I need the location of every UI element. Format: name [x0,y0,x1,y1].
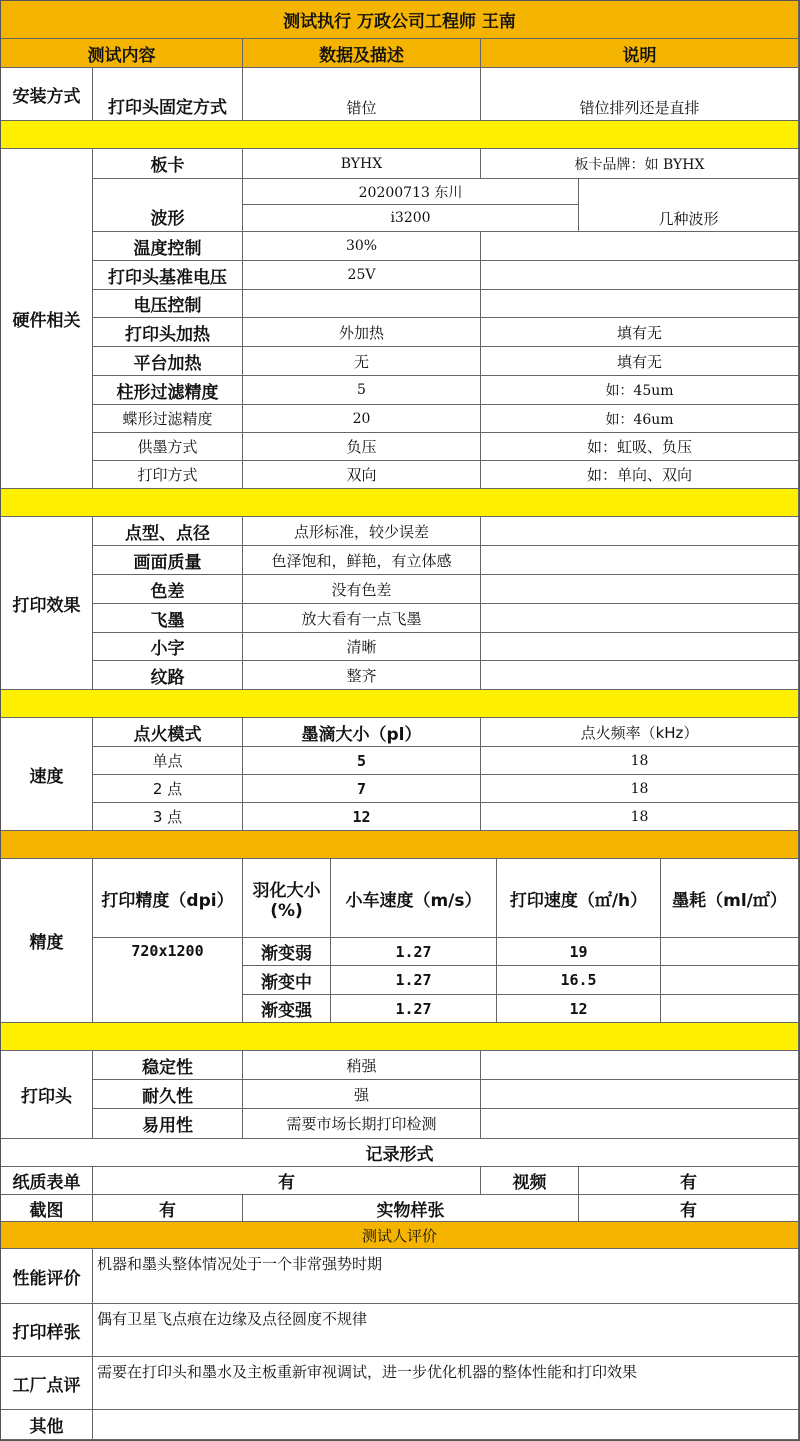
precision-header-ink: 墨耗（ml/㎡） [661,859,799,938]
precision-header-print-speed: 打印速度（㎡/h） [497,859,661,938]
effect-note [481,546,799,575]
paper-form-value: 有 [93,1167,481,1195]
platform-heat-note: 填有无 [481,347,799,376]
head-heat-value: 外加热 [243,318,481,347]
speed-freq: 18 [481,775,799,803]
category-print-effect: 打印效果 [1,517,93,690]
install-note: 错位排列还是直排 [481,68,799,121]
effect-label: 小字 [93,633,243,661]
effect-label: 色差 [93,575,243,604]
column-filter-value: 5 [243,376,481,405]
voltage-ref-label: 打印头基准电压 [93,261,243,290]
printhead-label: 易用性 [93,1109,243,1139]
waveform-value-model: i3200 [243,205,579,232]
ink-supply-value: 负压 [243,433,481,461]
printhead-label: 耐久性 [93,1080,243,1109]
precision-dpi-value: 720x1200 [93,938,243,1023]
physical-sample-label: 实物样张 [243,1195,579,1222]
print-mode-label: 打印方式 [93,461,243,489]
category-speed: 速度 [1,718,93,831]
precision-header-carriage: 小车速度（m/s） [331,859,497,938]
precision-carriage: 1.27 [331,995,497,1023]
speed-mode: 2 点 [93,775,243,803]
other-text [93,1410,799,1440]
voltage-ref-note [481,261,799,290]
precision-print-speed: 16.5 [497,966,661,995]
print-mode-value: 双向 [243,461,481,489]
screenshot-value: 有 [93,1195,243,1222]
head-heat-label: 打印头加热 [93,318,243,347]
print-mode-note: 如：单向、双向 [481,461,799,489]
butterfly-filter-value: 20 [243,405,481,433]
install-item: 打印头固定方式 [93,68,243,121]
effect-note [481,661,799,690]
precision-feather: 渐变强 [243,995,331,1023]
review-title: 测试人评价 [1,1222,799,1249]
category-printhead: 打印头 [1,1051,93,1139]
speed-drop: 5 [243,747,481,775]
effect-note [481,633,799,661]
voltage-ctrl-label: 电压控制 [93,290,243,318]
effect-value: 放大看有一点飞墨 [243,604,481,633]
board-value: BYHX [243,149,481,179]
paper-form-label: 纸质表单 [1,1167,93,1195]
effect-label: 纹路 [93,661,243,690]
category-install: 安装方式 [1,68,93,121]
speed-drop: 12 [243,803,481,831]
precision-header-feather [243,859,331,938]
report-title: 测试执行 万政公司工程师 王南 [1,1,799,39]
print-sample-text: 偶有卫星飞点痕在边缘及点径圆度不规律 [93,1304,799,1357]
effect-value: 没有色差 [243,575,481,604]
precision-header-dpi: 打印精度（dpi） [93,859,243,938]
effect-note [481,604,799,633]
effect-value: 点形标准，较少误差 [243,517,481,546]
speed-freq: 18 [481,747,799,775]
factory-review-text: 需要在打印头和墨水及主板重新审视调试，进一步优化机器的整体性能和打印效果 [93,1357,799,1410]
header-test-content: 测试内容 [1,39,243,68]
temp-note [481,232,799,261]
performance-text: 机器和墨头整体情况处于一个非常强势时期 [93,1249,799,1304]
feather-label: 羽化大小 [252,880,321,901]
column-filter-note: 如：45um [481,376,799,405]
printhead-note [481,1109,799,1139]
precision-feather: 渐变中 [243,966,331,995]
temp-value: 30% [243,232,481,261]
effect-value: 色泽饱和，鲜艳，有立体感 [243,546,481,575]
video-label: 视频 [481,1167,579,1195]
speed-header-drop: 墨滴大小（pl） [243,718,481,747]
record-title: 记录形式 [1,1139,799,1167]
other-label: 其他 [1,1410,93,1440]
physical-sample-value: 有 [579,1195,799,1222]
screenshot-label: 截图 [1,1195,93,1222]
header-data-description: 数据及描述 [243,39,481,68]
precision-ink [661,966,799,995]
voltage-ref-value: 25V [243,261,481,290]
voltage-ctrl-note [481,290,799,318]
video-value: 有 [579,1167,799,1195]
platform-heat-value: 无 [243,347,481,376]
speed-freq: 18 [481,803,799,831]
effect-label: 飞墨 [93,604,243,633]
separator-bar [1,1023,799,1051]
waveform-note: 几种波形 [579,179,799,232]
effect-value: 清晰 [243,633,481,661]
precision-print-speed: 19 [497,938,661,966]
performance-label: 性能评价 [1,1249,93,1304]
separator-bar [1,489,799,517]
printhead-note [481,1080,799,1109]
temp-label: 温度控制 [93,232,243,261]
effect-label: 点型、点径 [93,517,243,546]
printhead-value: 需要市场长期打印检测 [243,1109,481,1139]
head-heat-note: 填有无 [481,318,799,347]
precision-carriage: 1.27 [331,966,497,995]
column-filter-label: 柱形过滤精度 [93,376,243,405]
feather-unit: (%) [270,900,303,921]
header-notes: 说明 [481,39,799,68]
category-hardware: 硬件相关 [1,149,93,489]
printhead-value: 稍强 [243,1051,481,1080]
speed-header-freq: 点火频率（kHz） [481,718,799,747]
butterfly-filter-label: 蝶形过滤精度 [93,405,243,433]
separator-bar [1,121,799,149]
speed-drop: 7 [243,775,481,803]
voltage-ctrl-value [243,290,481,318]
speed-mode: 单点 [93,747,243,775]
printhead-label: 稳定性 [93,1051,243,1080]
ink-supply-note: 如：虹吸、负压 [481,433,799,461]
print-sample-label: 打印样张 [1,1304,93,1357]
precision-feather: 渐变弱 [243,938,331,966]
platform-heat-label: 平台加热 [93,347,243,376]
effect-label: 画面质量 [93,546,243,575]
effect-value: 整齐 [243,661,481,690]
butterfly-filter-note: 如：46um [481,405,799,433]
precision-carriage: 1.27 [331,938,497,966]
install-value: 错位 [243,68,481,121]
precision-print-speed: 12 [497,995,661,1023]
printhead-note [481,1051,799,1080]
effect-note [481,575,799,604]
speed-header-mode: 点火模式 [93,718,243,747]
board-note: 板卡品牌：如 BYHX [481,149,799,179]
waveform-value-date: 20200713 东川 [243,179,579,205]
waveform-label: 波形 [93,179,243,232]
printhead-value: 强 [243,1080,481,1109]
separator-bar [1,690,799,718]
precision-ink [661,995,799,1023]
ink-supply-label: 供墨方式 [93,433,243,461]
board-label: 板卡 [93,149,243,179]
separator-bar [1,831,799,859]
speed-mode: 3 点 [93,803,243,831]
category-precision: 精度 [1,859,93,1023]
factory-review-label: 工厂点评 [1,1357,93,1410]
effect-note [481,517,799,546]
precision-ink [661,938,799,966]
